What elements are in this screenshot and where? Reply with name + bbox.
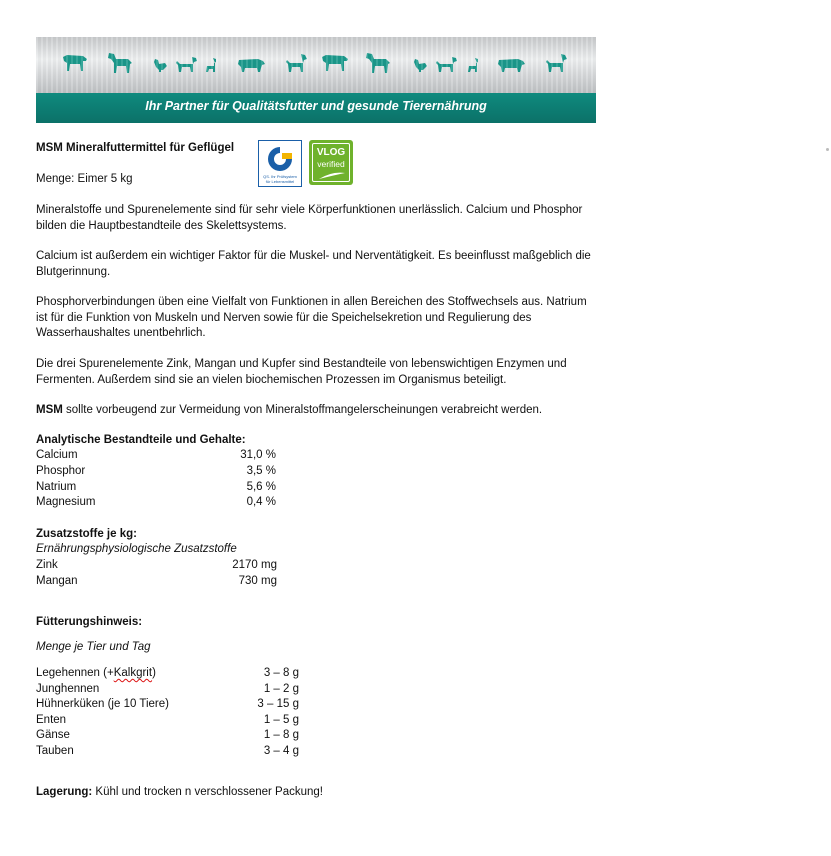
cow-icon (320, 51, 350, 73)
analytics-value: 5,6 % (246, 481, 276, 493)
analytics-value: 0,4 % (246, 496, 276, 508)
feeding-label: Hühnerküken (je 10 Tiere) (36, 698, 169, 710)
feeding-value: 1 – 8 g (263, 729, 299, 741)
chicken-icon (412, 57, 428, 73)
additive-value: 2170 mg (232, 559, 277, 571)
horse-icon (106, 51, 134, 75)
additives-subheading: Ernährungsphysiologische Zusatzstoffe (36, 543, 237, 555)
product-title: MSM Mineralfuttermittel für Geflügel (36, 142, 235, 154)
feeding-value: 1 – 5 g (263, 714, 299, 726)
analytics-label: Magnesium (36, 496, 96, 508)
additives-heading: Zusatzstoffe je kg: (36, 528, 137, 540)
goat-icon (544, 53, 568, 73)
paragraph-recommendation (36, 403, 596, 419)
feeding-value: 3 – 15 g (257, 698, 299, 710)
analytics-label: Calcium (36, 449, 78, 461)
feeding-label (36, 667, 156, 679)
analytics-heading: Analytische Bestandteile und Gehalte: (36, 434, 246, 446)
product-amount: Menge: Eimer 5 kg (36, 173, 133, 185)
paragraph-trace-elements: Die drei Spurenelemente Zink, Mangan und Kupfer sind Bestandteile von lebenswichtigen Enzymen und Fermenten. Außerdem sind sie an vielen biochemischen Prozessen im Organismus beteiligt. (36, 358, 567, 386)
qs-logo (258, 140, 302, 187)
feeding-value: 1 – 2 g (263, 683, 299, 695)
feeding-subheading: Menge je Tier und Tag (36, 641, 151, 653)
qs-mark-icon (259, 143, 301, 175)
feeding-value: 3 – 8 g (263, 667, 299, 679)
chicken-icon (152, 57, 168, 73)
analytics-label: Phosphor (36, 465, 86, 477)
analytics-value: 31,0 % (240, 449, 276, 461)
leaf-icon (317, 171, 347, 181)
dog-icon (434, 55, 458, 73)
dog-icon (174, 55, 198, 73)
storage-note (36, 786, 323, 798)
msm-bold: MSM (36, 404, 63, 416)
banner-slogan-bar (36, 93, 596, 123)
vlog-label: VLOG (316, 147, 346, 158)
additive-label: Zink (36, 559, 58, 571)
goat-kid-icon (204, 57, 218, 73)
goat-icon (284, 53, 308, 73)
qs-logo-text: QS. Ihr Prüfsystem für Lebensmittel (263, 174, 297, 184)
additive-label: Mangan (36, 575, 78, 587)
stray-dot (826, 148, 829, 151)
horse-icon (364, 51, 392, 75)
feeding-label: Enten (36, 714, 67, 726)
vlog-logo (309, 140, 353, 185)
analytics-value: 3,5 % (246, 465, 276, 477)
storage-label: Lagerung: (36, 786, 93, 798)
pig-icon (236, 55, 266, 73)
analytics-label: Natrium (36, 481, 77, 493)
storage-text: Kühl und trocken n verschlossener Packung! (92, 786, 324, 798)
feeding-label-post: ) (152, 667, 156, 679)
recommendation-text: sollte vorbeugend zur Vermeidung von Mineralstoffmangelerscheinungen verabreicht werden. (62, 404, 543, 416)
additive-value: 730 mg (238, 575, 277, 587)
spellcheck-word: Kalkgrit (113, 667, 153, 679)
feeding-label: Junghennen (36, 683, 100, 695)
vlog-verified-label: verified (317, 159, 345, 169)
paragraph-phosphor: Phosphorverbindungen üben eine Vielfalt von Funktionen in allen Bereichen des Stoffwechsels aus. Natrium ist für die Funktion von Muskeln und Nerven sowie für die Speichelsekretion und Regulierung des Wasserhaushaltes unentbehrlich. (36, 296, 587, 339)
feeding-value: 3 – 4 g (263, 745, 299, 757)
paragraph-calcium: Calcium ist außerdem ein wichtiger Faktor für die Muskel- und Nerventätigkeit. Es beeinflusst maßgeblich die Blutgerinnung. (36, 250, 591, 278)
feeding-heading: Fütterungshinweis: (36, 616, 143, 628)
banner-animal-strip (36, 37, 596, 93)
feeding-label: Gänse (36, 729, 70, 741)
header-banner (36, 37, 596, 123)
vlog-frame (312, 143, 350, 182)
pig-icon (496, 55, 526, 73)
cow-icon (61, 51, 89, 73)
feeding-label-pre: Legehennen (+ (36, 667, 114, 679)
banner-slogan: Ihr Partner für Qualitätsfutter und gesunde Tierernährung (145, 99, 487, 113)
feeding-label: Tauben (36, 745, 74, 757)
paragraph-minerals: Mineralstoffe und Spurenelemente sind für sehr viele Körperfunktionen unerlässlich. Calcium und Phosphor bilden die Hauptbestandteile des Skelettsystems. (36, 204, 583, 232)
goat-kid-icon (466, 57, 480, 73)
